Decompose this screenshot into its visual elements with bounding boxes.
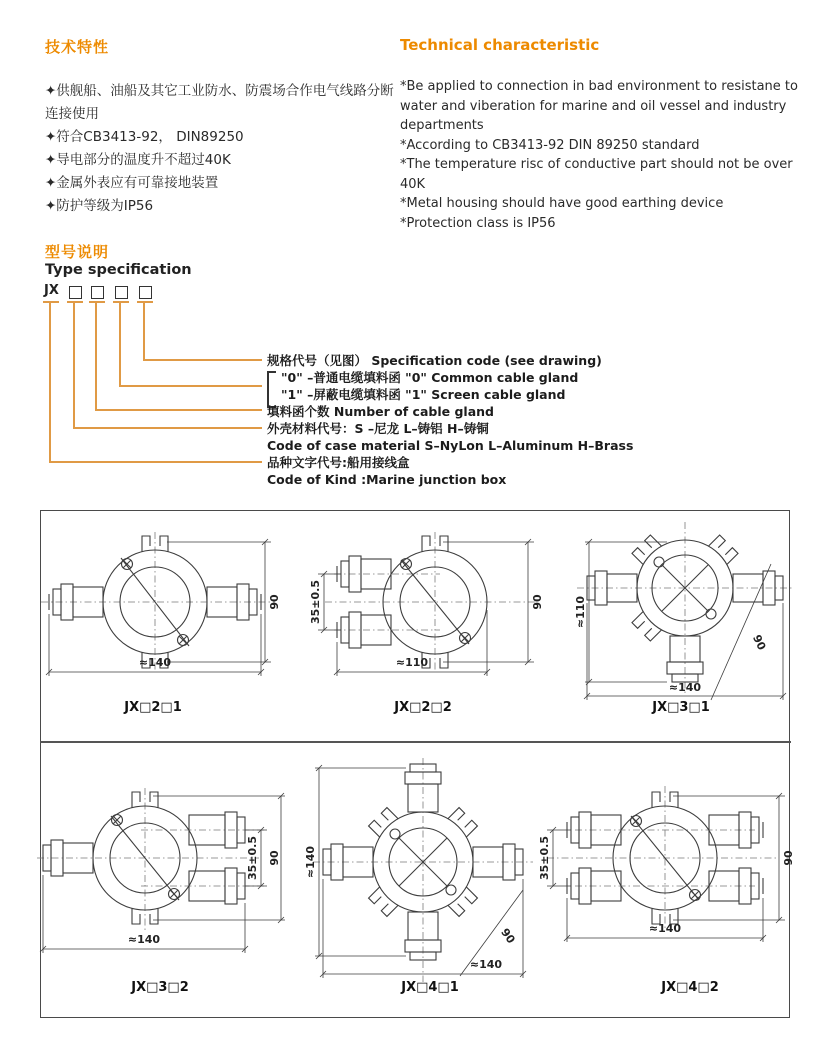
dim-label-width: ≈140 [648,922,682,935]
feature-list-en [400,77,812,233]
dim-label-width: ≈140 [138,656,172,669]
legend-kind-en: Code of Kind :Marine junction box [267,472,507,487]
center-lines [41,532,275,672]
feature-zh-5: ✦防护等级为IP56 [45,198,154,214]
mounting-lug [369,808,399,838]
drawing-caption: JX□2□2 [394,700,452,715]
center-lines [547,786,777,930]
dim-label-side: ≈140 [304,845,317,879]
connector-line [49,303,51,463]
connector-line [119,303,121,387]
typespec-title-zh: 型号说明 [45,243,110,261]
dim-label-pitch: 35±0.5 [309,579,322,625]
section-title-en: Technical characteristic [400,36,600,54]
connector-line [143,359,262,361]
typespec-title-en: Type specification [45,262,192,278]
drawing-jx-3-1 [563,508,813,708]
drawing-caption: JX□2□1 [124,700,182,715]
legend-gland-1: "1" –屏蔽电缆填料函 "1" Screen cable gland [281,387,566,402]
legend-kind-zh: 品种文字代号:船用接线盒 [267,455,410,470]
type-code-box-3 [115,286,128,299]
feature-en-4: *Metal housing should have good earthing device [400,196,724,211]
dimension-lines [315,765,526,978]
connector-line [73,427,262,429]
feature-zh-3: ✦导电部分的温度升不超过40K [45,152,231,168]
screw-icon [706,609,716,619]
screw-icon [654,557,664,567]
legend-gland-count: 填料函个数 Number of cable gland [267,404,494,419]
screw-icon [390,829,400,839]
type-code-box-2 [91,286,104,299]
feature-en-5: *Protection class is IP56 [400,215,556,231]
connector-line [73,303,75,429]
type-code-legend [267,352,747,488]
dim-label-side: ≈110 [574,595,587,629]
dim-label-height: 90 [531,594,544,610]
feature-en-1: *Be applied to connection in bad environment to resistane to water and viberation for marine and oil vessel and industry departments [400,79,798,133]
type-code-box-1 [69,286,82,299]
feature-list-zh [45,80,395,218]
connector-line [95,303,97,411]
panel-divider [40,741,791,743]
dim-label-height: 90 [268,850,281,866]
center-lines [325,532,538,672]
drawing-jx-4-2 [537,770,797,980]
mounting-lug [369,887,399,917]
dim-label-width: ≈110 [395,656,429,669]
underline-box-2 [89,301,105,303]
feature-zh-2: ✦符合CB3413-92， DIN89250 [45,129,244,145]
drawing-jx-2-2 [300,514,550,704]
center-lines [577,522,793,696]
screw-icon [446,885,456,895]
legend-spec-code: 规格代号（见图） Specification code (see drawing) [267,353,602,368]
dim-label-diag: 90 [498,925,518,946]
legend-material-en: Code of case material S–NyLon L–Aluminum H–Brass [267,438,634,453]
drawing-jx-2-1 [33,514,283,704]
mounting-lug [448,887,478,917]
drawing-caption: JX□3□1 [652,700,710,715]
feature-en-2: *According to CB3413-92 DIN 89250 standard [400,137,700,153]
dim-label-width: ≈140 [469,958,503,971]
drawing-caption: JX□3□2 [131,980,189,995]
dim-label-pitch: 35±0.5 [538,835,551,881]
underline-box-3 [113,301,129,303]
section-title-zh: 技术特性 [45,38,110,56]
center-lines [313,758,533,982]
legend-material-zh: 外壳材料代号：S –尼龙 L–铸铝 H–铸铜 [267,421,489,436]
type-code-prefix: JX [44,283,59,298]
underline-box-1 [67,301,83,303]
dim-label-diag: 90 [750,632,769,653]
dim-label-pitch: 35±0.5 [246,835,259,881]
underline-prefix [43,301,59,303]
dim-label-width: ≈140 [127,933,161,946]
connector-line [143,303,145,361]
connector-line [49,461,262,463]
legend-gland-0: "0" –普通电缆填料函 "0" Common cable gland [281,370,579,385]
dim-label-height: 90 [268,594,281,610]
underline-box-4 [137,301,153,303]
mounting-lug [632,535,662,565]
connector-line [119,385,262,387]
feature-en-3: *The temperature risc of conductive part should not be over 40K [400,157,793,192]
drawing-caption: JX□4□2 [661,980,719,995]
dim-label-height: 90 [782,850,795,866]
type-code-box-4 [139,286,152,299]
feature-zh-1: ✦供舰船、油船及其它工业防水、防震场合作电气线路分断连接使用 [45,83,394,122]
dim-label-width: ≈140 [668,681,702,694]
drawing-jx-3-2 [33,763,293,983]
drawing-jx-4-1 [293,752,553,987]
drawing-caption: JX□4□1 [401,980,459,995]
mounting-lug [448,808,478,838]
mounting-lug [708,535,738,565]
connector-line [95,409,262,411]
feature-zh-4: ✦金属外表应有可靠接地装置 [45,175,219,191]
mounting-lug [632,611,662,641]
